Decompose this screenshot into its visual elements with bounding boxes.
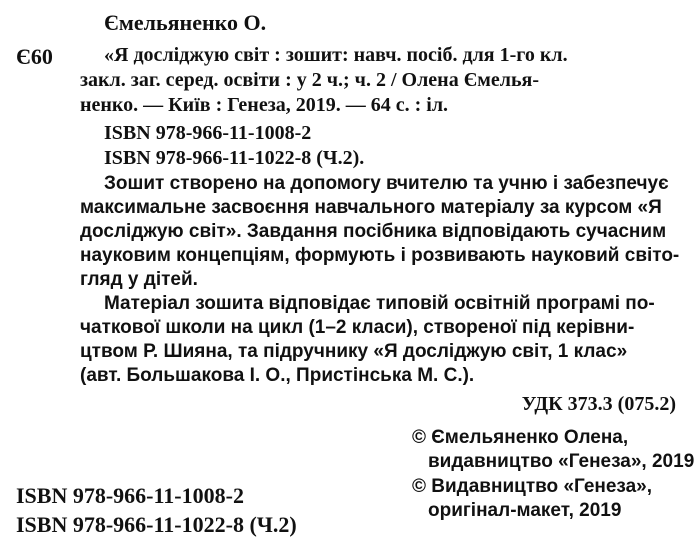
isbn-bottom-2: ISBN 978-966-11-1022-8 (Ч.2) (16, 512, 297, 537)
isbn-top-1: ISBN 978-966-11-1008-2 (104, 122, 312, 144)
annotation-p1-line-2: максимальне засвоєння навчального матеріалу за курсом «Я (80, 197, 662, 218)
isbn-top-2: ISBN 978-966-11-1022-8 (Ч.2). (104, 147, 365, 169)
annotation-p2-line-4: (авт. Большакова І. О., Пристінська М. С.). (80, 365, 475, 386)
annotation-p2-line-1: Матеріал зошита відповідає типовій освітній програмі по- (104, 293, 655, 314)
author-heading: Ємельяненко О. (104, 10, 267, 35)
annotation-p2-line-3: цтвом Р. Шияна, та підручнику «Я досліджую світ, 1 клас» (80, 341, 628, 362)
udk-code: УДК 373.3 (075.2) (521, 393, 676, 415)
annotation-p2-line-2: чаткової школи на цикл (1–2 класи), створеної під керівни- (80, 317, 635, 338)
isbn-bottom-1: ISBN 978-966-11-1008-2 (16, 483, 244, 508)
copyright-publisher-line-2: оригінал-макет, 2019 (428, 500, 622, 521)
annotation-p1-line-5: гляд у дітей. (80, 269, 198, 290)
annotation-p1-line-4: науковим концепціям, формують і розвивають науковий світо- (80, 245, 680, 266)
copyright-author-line-1: © Ємельяненко Олена, (412, 427, 629, 448)
bib-line-2: закл. заг. серед. освіти : у 2 ч.; ч. 2 / Олена Ємелья- (80, 69, 540, 91)
copyright-publisher-line-1: © Видавництво «Генеза», (412, 476, 653, 497)
bib-line-1: «Я досліджую світ : зошит: навч. посіб. для 1-го кл. (104, 44, 568, 66)
bib-line-3: ненко. — Київ : Генеза, 2019. — 64 с. : іл. (80, 94, 449, 116)
annotation-p1-line-3: досліджую світ». Завдання посібника відповідають сучасним (80, 221, 667, 242)
annotation-p1-line-1: Зошит створено на допомогу вчителю та учню і забезпечує (104, 173, 669, 194)
catalog-code: Є60 (16, 44, 53, 69)
copyright-author-line-2: видавництво «Генеза», 2019 (428, 451, 695, 472)
